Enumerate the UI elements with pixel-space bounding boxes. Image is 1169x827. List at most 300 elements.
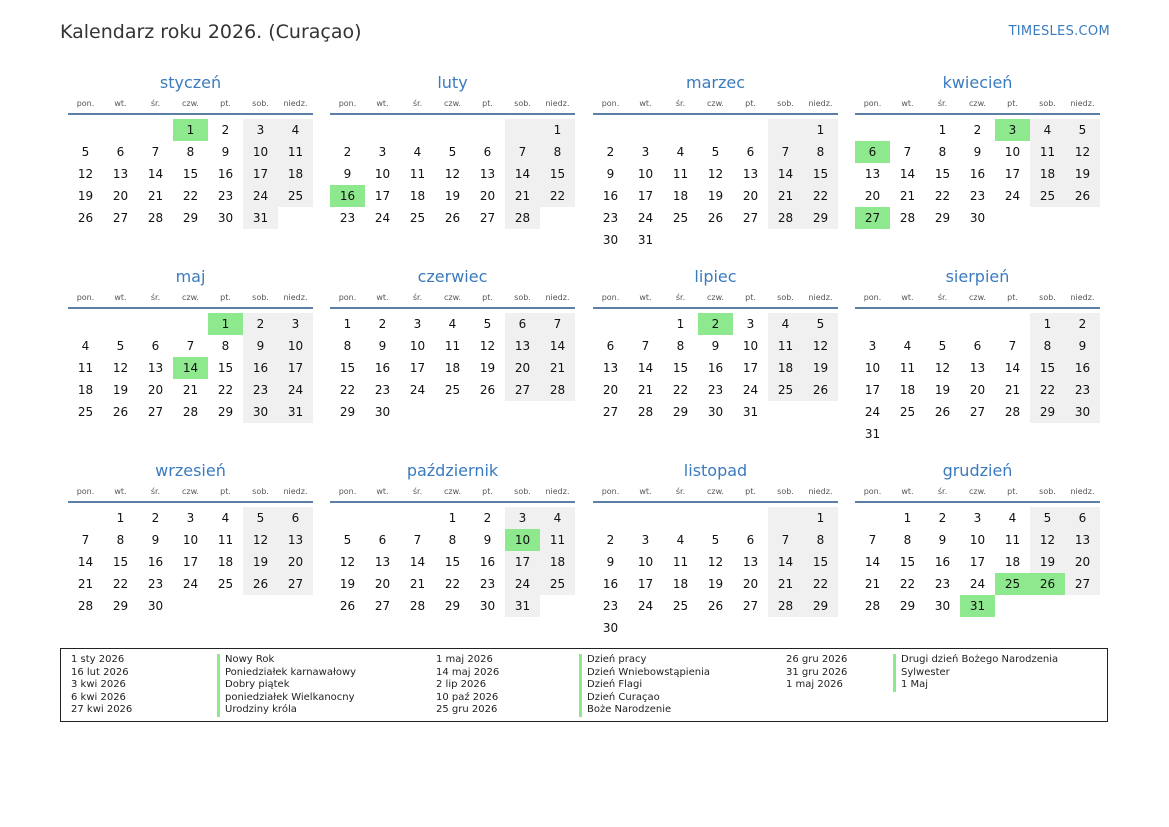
day-cell: 16: [969, 167, 986, 181]
day-cell: 17: [505, 551, 540, 573]
day-empty: [698, 507, 733, 529]
day-cell: 21: [505, 185, 540, 207]
day-cell: 30: [602, 621, 619, 635]
day-cell: 12: [934, 361, 951, 375]
day-cell: 29: [1030, 401, 1065, 423]
day-cell: 6: [973, 339, 982, 353]
day-cell: 26: [707, 211, 724, 225]
weekday-label: czw.: [969, 487, 986, 496]
day-empty: [68, 313, 103, 335]
day-cell: 24: [637, 599, 654, 613]
day-cell: 4: [540, 507, 575, 529]
day-cell: 13: [969, 361, 986, 375]
legend-holiday-name: Dzień Wniebowstąpienia: [579, 667, 710, 680]
days-grid: [855, 119, 1100, 229]
day-cell: 4: [278, 119, 313, 141]
day-cell: 23: [707, 383, 724, 397]
day-empty: [925, 313, 960, 335]
legend-date: 10 paź 2026: [436, 691, 499, 703]
legend-dates-col-2: [436, 654, 499, 717]
day-cell: 7: [540, 313, 575, 335]
day-cell: 19: [444, 189, 461, 203]
day-empty: [400, 507, 435, 529]
day-cell: 1: [803, 119, 838, 141]
day-cell: 20: [742, 189, 759, 203]
day-cell: 11: [768, 335, 803, 357]
day-cell: 12: [479, 339, 496, 353]
day-empty: [960, 313, 995, 335]
weekday-label: pon.: [76, 487, 95, 496]
day-cell: 5: [81, 145, 90, 159]
day-cell: 26: [77, 211, 94, 225]
legend-date: 27 kwi 2026: [71, 704, 133, 716]
day-cell: 4: [1030, 119, 1065, 141]
month-5: [68, 267, 313, 423]
day-cell: 3: [186, 511, 195, 525]
site-brand-link[interactable]: TIMESLES.COM: [1008, 24, 1110, 39]
day-cell: 13: [864, 167, 881, 181]
day-cell: 31: [278, 401, 313, 423]
day-cell: 10: [637, 167, 654, 181]
day-cell: 30: [1065, 401, 1100, 423]
day-empty: [663, 507, 698, 529]
day-cell: 10: [278, 335, 313, 357]
weekday-label: wt.: [114, 487, 127, 496]
legend-date: 1 sty 2026: [71, 654, 125, 665]
day-empty: [593, 119, 628, 141]
day-cell: 1: [803, 507, 838, 529]
legend-date: 16 lut 2026: [71, 666, 129, 678]
weekday-label: pon.: [863, 99, 882, 108]
day-cell: 12: [1030, 529, 1065, 551]
day-cell: 23: [217, 189, 234, 203]
day-cell: 23: [934, 577, 951, 591]
day-cell: 19: [479, 361, 496, 375]
day-cell: 13: [505, 335, 540, 357]
day-cell: 29: [444, 599, 461, 613]
days-grid: [68, 313, 313, 423]
day-cell: 9: [151, 533, 160, 547]
day-cell: 8: [186, 145, 195, 159]
weekday-header: [593, 98, 838, 115]
weekday-label: pt.: [482, 99, 493, 108]
day-cell: 3: [243, 119, 278, 141]
day-cell: 28: [182, 405, 199, 419]
day-empty: [330, 507, 365, 529]
day-cell: 14: [768, 551, 803, 573]
weekday-label: śr.: [937, 99, 948, 108]
day-cell: 10: [409, 339, 426, 353]
weekday-label: niedz.: [545, 487, 570, 496]
weekday-label: wt.: [376, 487, 389, 496]
day-cell: 2: [243, 313, 278, 335]
day-cell: 15: [217, 361, 234, 375]
day-cell: 8: [903, 533, 912, 547]
legend-holiday-name: Dobry piątek: [217, 679, 356, 692]
day-empty: [593, 507, 628, 529]
day-cell: 9: [606, 167, 615, 181]
legend-holiday-name: Urodziny króla: [217, 704, 356, 717]
day-cell: 23: [602, 211, 619, 225]
day-cell: 18: [444, 361, 461, 375]
day-cell: 7: [413, 533, 422, 547]
day-empty: [628, 507, 663, 529]
day-empty: [435, 119, 470, 141]
day-cell: 7: [903, 145, 912, 159]
day-cell: 25: [1030, 185, 1065, 207]
legend-date: 25 gru 2026: [436, 704, 498, 716]
day-cell: 9: [221, 145, 230, 159]
weekday-label: pon.: [863, 293, 882, 302]
day-cell: 1: [540, 119, 575, 141]
weekday-label: pt.: [482, 487, 493, 496]
day-cell: 14: [147, 167, 164, 181]
day-cell: 14: [637, 361, 654, 375]
weekday-label: niedz.: [1070, 99, 1095, 108]
day-cell: 17: [637, 189, 654, 203]
weekday-label: pon.: [601, 487, 620, 496]
day-cell: 17: [969, 555, 986, 569]
day-cell: 28: [77, 599, 94, 613]
day-cell: 14: [864, 555, 881, 569]
day-cell: 15: [1030, 357, 1065, 379]
day-cell: 16: [602, 189, 619, 203]
day-cell: 28: [864, 599, 881, 613]
day-cell: 3: [505, 507, 540, 529]
day-cell: 11: [278, 141, 313, 163]
day-cell: 15: [803, 551, 838, 573]
legend-date: 2 lip 2026: [436, 679, 487, 691]
legend-holiday-name: Dzień pracy: [579, 654, 710, 667]
day-cell: 6: [483, 145, 492, 159]
day-cell: 18: [672, 189, 689, 203]
day-cell: 14: [409, 555, 426, 569]
weekday-label: sob.: [252, 487, 269, 496]
day-cell: 5: [938, 339, 947, 353]
day-cell: 24: [409, 383, 426, 397]
day-cell: 4: [221, 511, 230, 525]
weekday-label: wt.: [901, 487, 914, 496]
weekday-label: niedz.: [283, 487, 308, 496]
day-cell: 27: [278, 573, 313, 595]
days-grid: [330, 507, 575, 617]
day-cell: 17: [243, 163, 278, 185]
day-cell: 3: [641, 145, 650, 159]
day-cell: 30: [147, 599, 164, 613]
day-cell: 22: [803, 185, 838, 207]
day-cell: 5: [343, 533, 352, 547]
weekday-label: pt.: [220, 487, 231, 496]
legend-holiday-name: Dzień Curaçao: [579, 692, 710, 705]
day-cell: 19: [77, 189, 94, 203]
day-empty: [698, 119, 733, 141]
day-cell: 23: [147, 577, 164, 591]
weekday-label: pt.: [745, 487, 756, 496]
day-cell: 15: [112, 555, 129, 569]
month-4: [855, 73, 1100, 229]
day-cell: 24: [637, 211, 654, 225]
day-cell: 16: [707, 361, 724, 375]
day-cell: 14: [1004, 361, 1021, 375]
legend-date: 31 gru 2026: [786, 666, 848, 678]
weekday-header: [855, 292, 1100, 309]
day-cell: 8: [343, 339, 352, 353]
day-cell: 7: [1008, 339, 1017, 353]
day-cell: 11: [899, 361, 916, 375]
day-cell: 22: [182, 189, 199, 203]
day-empty: [855, 313, 890, 335]
weekday-label: pt.: [220, 99, 231, 108]
day-cell: 27: [505, 379, 540, 401]
weekday-label: sob.: [252, 293, 269, 302]
day-cell: 18: [1004, 555, 1021, 569]
day-cell: 14: [77, 555, 94, 569]
weekday-label: pt.: [1007, 99, 1018, 108]
day-cell: 21: [147, 189, 164, 203]
day-cell-holiday: 25: [995, 573, 1030, 595]
day-cell: 28: [1004, 405, 1021, 419]
day-cell: 1: [448, 511, 457, 525]
day-cell: 7: [868, 533, 877, 547]
weekday-label: wt.: [376, 293, 389, 302]
month-name: listopad: [683, 461, 748, 480]
day-empty: [733, 119, 768, 141]
day-cell: 31: [243, 207, 278, 229]
day-cell: 17: [1004, 167, 1021, 181]
day-cell: 11: [217, 533, 234, 547]
day-cell: 5: [711, 533, 720, 547]
weekday-label: wt.: [114, 99, 127, 108]
day-cell: 1: [938, 123, 947, 137]
weekday-label: czw.: [182, 293, 199, 302]
weekday-label: sob.: [514, 293, 531, 302]
day-cell: 7: [81, 533, 90, 547]
day-cell: 18: [540, 551, 575, 573]
day-cell: 13: [479, 167, 496, 181]
weekday-label: czw.: [969, 99, 986, 108]
weekday-label: niedz.: [283, 293, 308, 302]
day-cell: 20: [374, 577, 391, 591]
day-cell-holiday: 26: [1030, 573, 1065, 595]
day-cell: 29: [899, 599, 916, 613]
day-empty: [995, 313, 1030, 335]
day-cell: 22: [217, 383, 234, 397]
day-cell: 24: [243, 185, 278, 207]
day-cell: 20: [742, 577, 759, 591]
day-empty: [103, 313, 138, 335]
day-cell: 14: [768, 163, 803, 185]
day-cell: 18: [77, 383, 94, 397]
day-cell: 16: [147, 555, 164, 569]
weekday-label: śr.: [150, 293, 161, 302]
day-cell: 19: [803, 357, 838, 379]
day-cell-holiday: 6: [855, 141, 890, 163]
month-9: [68, 461, 313, 617]
day-cell: 20: [1065, 551, 1100, 573]
days-grid: [593, 313, 838, 423]
day-cell-holiday: 31: [960, 595, 995, 617]
day-cell: 20: [505, 357, 540, 379]
day-empty: [365, 119, 400, 141]
weekday-label: sob.: [1039, 293, 1056, 302]
day-cell: 24: [374, 211, 391, 225]
day-cell: 18: [217, 555, 234, 569]
day-cell: 11: [1004, 533, 1021, 547]
weekday-header: [330, 98, 575, 115]
weekday-label: czw.: [707, 487, 724, 496]
day-cell: 12: [707, 167, 724, 181]
day-cell: 23: [969, 189, 986, 203]
day-cell: 27: [374, 599, 391, 613]
day-cell: 31: [864, 427, 881, 441]
day-cell: 9: [243, 335, 278, 357]
day-cell: 9: [973, 145, 982, 159]
days-grid: [855, 313, 1100, 445]
day-cell: 1: [903, 511, 912, 525]
day-cell: 2: [343, 145, 352, 159]
day-cell: 18: [278, 163, 313, 185]
day-cell: 21: [899, 189, 916, 203]
day-cell: 14: [540, 335, 575, 357]
day-cell: 9: [606, 555, 615, 569]
weekday-label: śr.: [675, 487, 686, 496]
month-12: [855, 461, 1100, 617]
weekday-label: pt.: [745, 99, 756, 108]
legend-date: 26 gru 2026: [786, 654, 848, 665]
day-cell: 25: [540, 573, 575, 595]
month-name: grudzień: [942, 461, 1013, 480]
day-cell: 5: [803, 313, 838, 335]
day-cell: 16: [602, 577, 619, 591]
weekday-label: czw.: [182, 99, 199, 108]
day-cell: 26: [707, 599, 724, 613]
weekday-label: śr.: [675, 99, 686, 108]
day-cell: 2: [1065, 313, 1100, 335]
day-cell: 12: [444, 167, 461, 181]
day-cell: 4: [413, 145, 422, 159]
day-cell: 19: [1030, 551, 1065, 573]
month-6: [330, 267, 575, 423]
month-name: czerwiec: [417, 267, 488, 286]
day-cell: 2: [221, 123, 230, 137]
day-cell: 5: [1065, 119, 1100, 141]
day-cell: 10: [374, 167, 391, 181]
day-cell: 22: [339, 383, 356, 397]
day-cell: 24: [1004, 189, 1021, 203]
day-cell: 7: [151, 145, 160, 159]
weekday-label: pon.: [863, 487, 882, 496]
day-cell: 3: [973, 511, 982, 525]
month-8: [855, 267, 1100, 445]
weekday-label: śr.: [937, 293, 948, 302]
day-cell: 22: [1030, 379, 1065, 401]
day-cell-holiday: 3: [995, 119, 1030, 141]
day-cell: 29: [803, 207, 838, 229]
day-empty: [505, 119, 540, 141]
weekday-label: pt.: [1007, 487, 1018, 496]
day-cell: 6: [278, 507, 313, 529]
day-empty: [470, 119, 505, 141]
day-cell: 11: [77, 361, 94, 375]
day-cell: 5: [116, 339, 125, 353]
weekday-header: [593, 292, 838, 309]
day-cell: 16: [243, 357, 278, 379]
day-cell: 31: [742, 405, 759, 419]
day-cell: 28: [768, 207, 803, 229]
weekday-header: [593, 486, 838, 503]
weekday-label: czw.: [444, 487, 461, 496]
day-cell: 16: [217, 167, 234, 181]
day-cell: 25: [899, 405, 916, 419]
day-cell: 2: [378, 317, 387, 331]
days-grid: [593, 119, 838, 251]
day-cell: 4: [676, 145, 685, 159]
day-cell: 17: [637, 577, 654, 591]
day-cell: 7: [186, 339, 195, 353]
weekday-label: śr.: [150, 99, 161, 108]
weekday-label: niedz.: [808, 487, 833, 496]
holiday-legend: [60, 648, 1108, 722]
day-cell: 1: [116, 511, 125, 525]
day-cell: 9: [343, 167, 352, 181]
weekday-label: sob.: [252, 99, 269, 108]
day-cell: 25: [672, 211, 689, 225]
day-cell: 24: [742, 383, 759, 397]
day-cell: 3: [278, 313, 313, 335]
day-cell: 24: [864, 405, 881, 419]
day-cell: 12: [1065, 141, 1100, 163]
day-cell: 26: [803, 379, 838, 401]
day-cell: 13: [112, 167, 129, 181]
day-cell: 1: [676, 317, 685, 331]
legend-holiday-name: Drugi dzień Bożego Narodzenia: [893, 654, 1058, 667]
weekday-label: śr.: [412, 99, 423, 108]
day-cell: 8: [803, 141, 838, 163]
day-cell: 5: [711, 145, 720, 159]
day-empty: [890, 313, 925, 335]
day-cell: 25: [77, 405, 94, 419]
weekday-label: sob.: [777, 487, 794, 496]
day-cell: 4: [448, 317, 457, 331]
day-cell: 3: [746, 317, 755, 331]
weekday-label: wt.: [639, 293, 652, 302]
day-cell: 6: [746, 145, 755, 159]
weekday-header: [330, 486, 575, 503]
day-empty: [628, 119, 663, 141]
day-cell: 16: [479, 555, 496, 569]
day-cell: 23: [1065, 379, 1100, 401]
day-empty: [628, 313, 663, 335]
day-cell: 24: [278, 379, 313, 401]
day-cell: 4: [676, 533, 685, 547]
day-cell: 10: [864, 361, 881, 375]
day-cell: 11: [444, 339, 461, 353]
day-cell: 21: [540, 357, 575, 379]
weekday-label: wt.: [114, 293, 127, 302]
day-cell: 4: [768, 313, 803, 335]
day-cell: 10: [637, 555, 654, 569]
day-empty: [855, 507, 890, 529]
day-empty: [138, 119, 173, 141]
legend-date: 3 kwi 2026: [71, 679, 126, 691]
day-cell: 28: [768, 595, 803, 617]
day-cell: 3: [378, 145, 387, 159]
day-cell: 17: [864, 383, 881, 397]
weekday-label: sob.: [514, 487, 531, 496]
weekday-label: niedz.: [545, 99, 570, 108]
weekday-header: [330, 292, 575, 309]
day-empty: [663, 119, 698, 141]
